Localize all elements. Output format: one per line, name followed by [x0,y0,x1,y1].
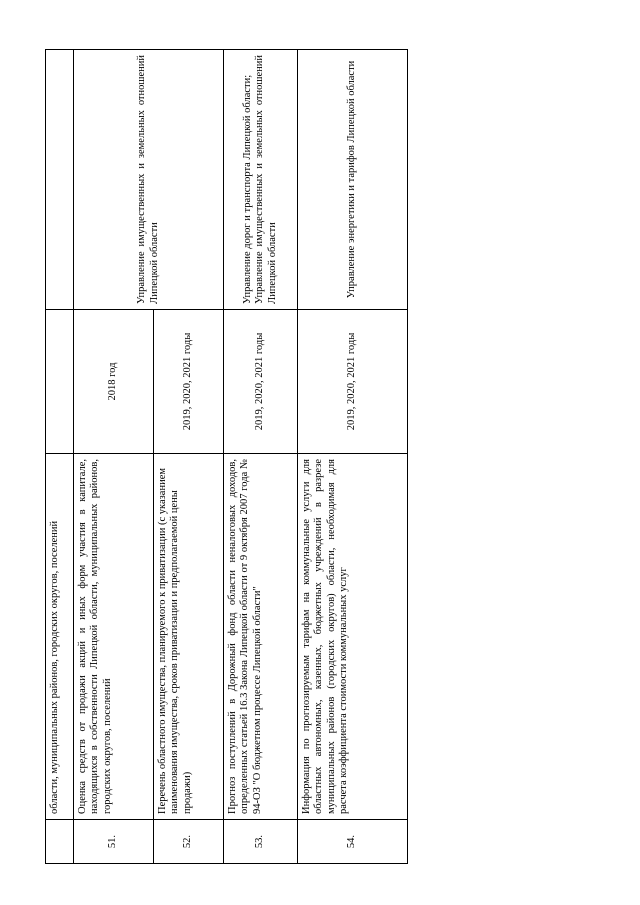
rotated-page [45,50,407,864]
row-description: области, муниципальных районов, городских округов, поселений [46,454,74,820]
row-organization: Управление имущественных и земельных отношений Липецкой области [74,50,224,310]
organization-line: Управление имущественных и земельных отношений Липецкой области [254,55,278,304]
row-organization: Управление энергетики и тарифов Липецкой области [298,50,408,310]
table-row [74,50,154,864]
row-term: 2019, 2020, 2021 годы [224,310,298,454]
table-row [46,50,74,864]
organization-line: Управление дорог и транспорта Липецкой области; [242,74,254,304]
row-term: 2019, 2020, 2021 годы [298,310,408,454]
row-term: 2019, 2020, 2021 годы [154,310,224,454]
table-row [298,50,408,864]
row-description: Информация по прогнозируемым тарифам на коммунальные услуги для областных автономных, казенных, бюджетных учреждений в разрезе муниципальных районов (городских округов) области, необходимая для расчета коэффициента стоимости коммунальных услуг [298,454,408,820]
table-row [224,50,298,864]
row-number: 52. [154,820,224,864]
row-number [46,820,74,864]
row-organization [224,50,298,310]
row-term: 2018 год [74,310,154,454]
row-term [46,310,74,454]
data-table [45,49,408,864]
row-description: Перечень областного имущества, планируемого к приватизации (с указанием наименования имущества, сроков приватизации и предполагаемой цены продажи) [154,454,224,820]
row-description: Прогноз поступлений в Дорожный фонд области неналоговых доходов, определенных статьей 16.3 Закона Липецкой области от 9 октября 2007 года № 94-ОЗ "О бюджетном процессе Липецкой области" [224,454,298,820]
row-number: 53. [224,820,298,864]
row-number: 54. [298,820,408,864]
row-number: 51. [74,820,154,864]
row-description: Оценка средств от продажи акций и иных форм участия в капитале, находящихся в собственности Липецкой области, муниципальных районов, городских округов, поселений [74,454,154,820]
row-organization [46,50,74,310]
